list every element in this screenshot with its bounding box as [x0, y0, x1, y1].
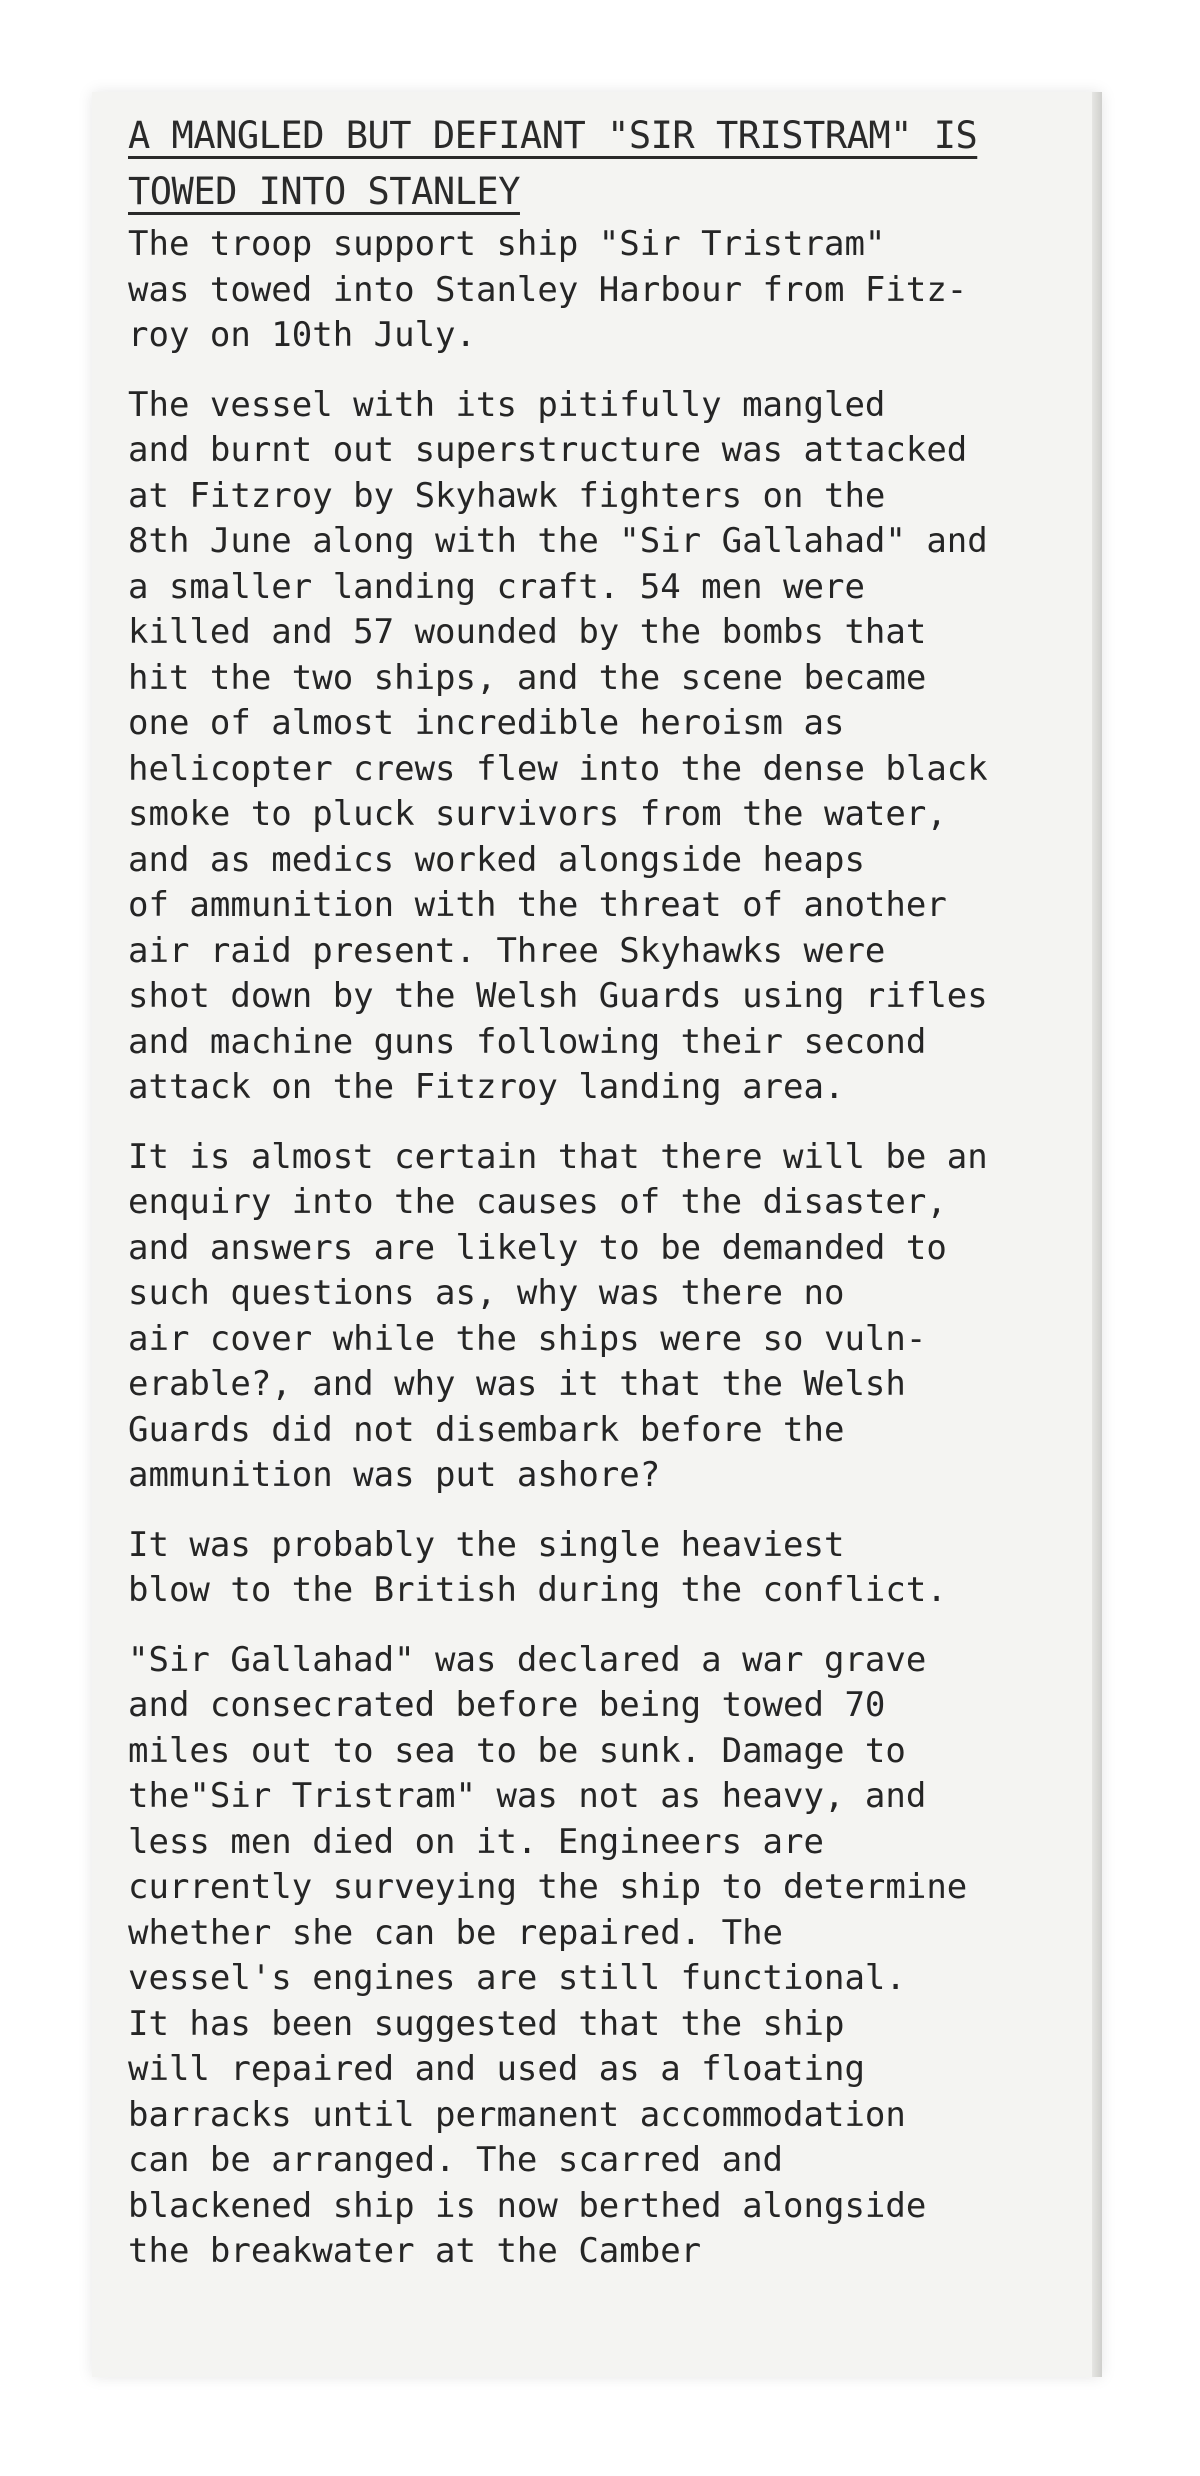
text-line: vessel's engines are still functional. [128, 1958, 906, 1998]
text-line: the"Sir Tristram" was not as heavy, and [128, 1776, 927, 1816]
text-line: Guards did not disembark before the [128, 1409, 845, 1450]
headline-line-1: A MANGLED BUT DEFIANT "SIR TRISTRAM" IS [128, 114, 978, 157]
article-body [128, 222, 1108, 2299]
text-line: of ammunition with the threat of another [128, 885, 947, 925]
text-line: the breakwater at the Camber [128, 2231, 702, 2271]
article-headline [128, 108, 1068, 220]
text-line: currently surveying the ship to determine [128, 1867, 968, 1907]
paragraph-5 [128, 1638, 1108, 2275]
text-line: killed and 57 wounded by the bombs that [128, 612, 927, 652]
text-line: barracks until permanent accommodation [128, 2094, 906, 2135]
text-line: air raid present. Three Skyhawks were [128, 930, 886, 971]
paragraph-1 [128, 222, 1108, 359]
text-line: and answers are likely to be demanded to [128, 1227, 947, 1268]
text-line: at Fitzroy by Skyhawk fighters on the [128, 475, 886, 516]
text-line: one of almost incredible heroism as [128, 703, 845, 743]
text-line: air cover while the ships were so vuln- [128, 1318, 927, 1359]
headline-line-2: TOWED INTO STANLEY [128, 170, 520, 213]
text-line: smoke to pluck survivors from the water, [128, 794, 947, 834]
text-line: helicopter crews flew into the dense black [128, 748, 988, 789]
text-line: It is almost certain that there will be an [128, 1136, 988, 1177]
text-line: and consecrated before being towed 70 [128, 1685, 886, 1725]
text-line: It was probably the single heaviest [128, 1524, 845, 1565]
text-line: will repaired and used as a floating [128, 2049, 865, 2089]
text-line: less men died on it. Engineers are [128, 1821, 824, 1862]
text-line: such questions as, why was there no [128, 1273, 845, 1313]
text-line: shot down by the Welsh Guards using rifles [128, 976, 988, 1016]
text-line: blackened ship is now berthed alongside [128, 2185, 927, 2226]
text-line: blow to the British during the conflict. [128, 1570, 947, 1610]
text-line: a smaller landing craft. 54 men were [128, 566, 865, 607]
text-line: and machine guns following their second [128, 1021, 927, 1062]
paragraph-4 [128, 1523, 1108, 1614]
text-line: was towed into Stanley Harbour from Fitz- [128, 269, 968, 310]
paragraph-3 [128, 1135, 1108, 1499]
text-line: "Sir Gallahad" was declared a war grave [128, 1639, 927, 1680]
text-line: miles out to sea to be sunk. Damage to [128, 1730, 906, 1771]
text-line: hit the two ships, and the scene became [128, 657, 927, 698]
text-line: can be arranged. The scarred and [128, 2140, 784, 2180]
text-line: 8th June along with the "Sir Gallahad" and [128, 521, 988, 561]
text-line: It has been suggested that the ship [128, 2003, 845, 2044]
text-line: The troop support ship "Sir Tristram" [128, 224, 886, 264]
text-line: ammunition was put ashore? [128, 1455, 661, 1495]
text-line: attack on the Fitzroy landing area. [128, 1067, 845, 1107]
text-line: roy on 10th July. [128, 315, 476, 355]
paragraph-2 [128, 383, 1108, 1111]
text-line: enquiry into the causes of the disaster, [128, 1182, 947, 1222]
text-line: and burnt out superstructure was attacked [128, 430, 968, 470]
text-line: The vessel with its pitifully mangled [128, 384, 886, 425]
text-line: whether she can be repaired. The [128, 1912, 784, 1953]
text-line: and as medics worked alongside heaps [128, 839, 865, 880]
text-line: erable?, and why was it that the Welsh [128, 1364, 906, 1404]
